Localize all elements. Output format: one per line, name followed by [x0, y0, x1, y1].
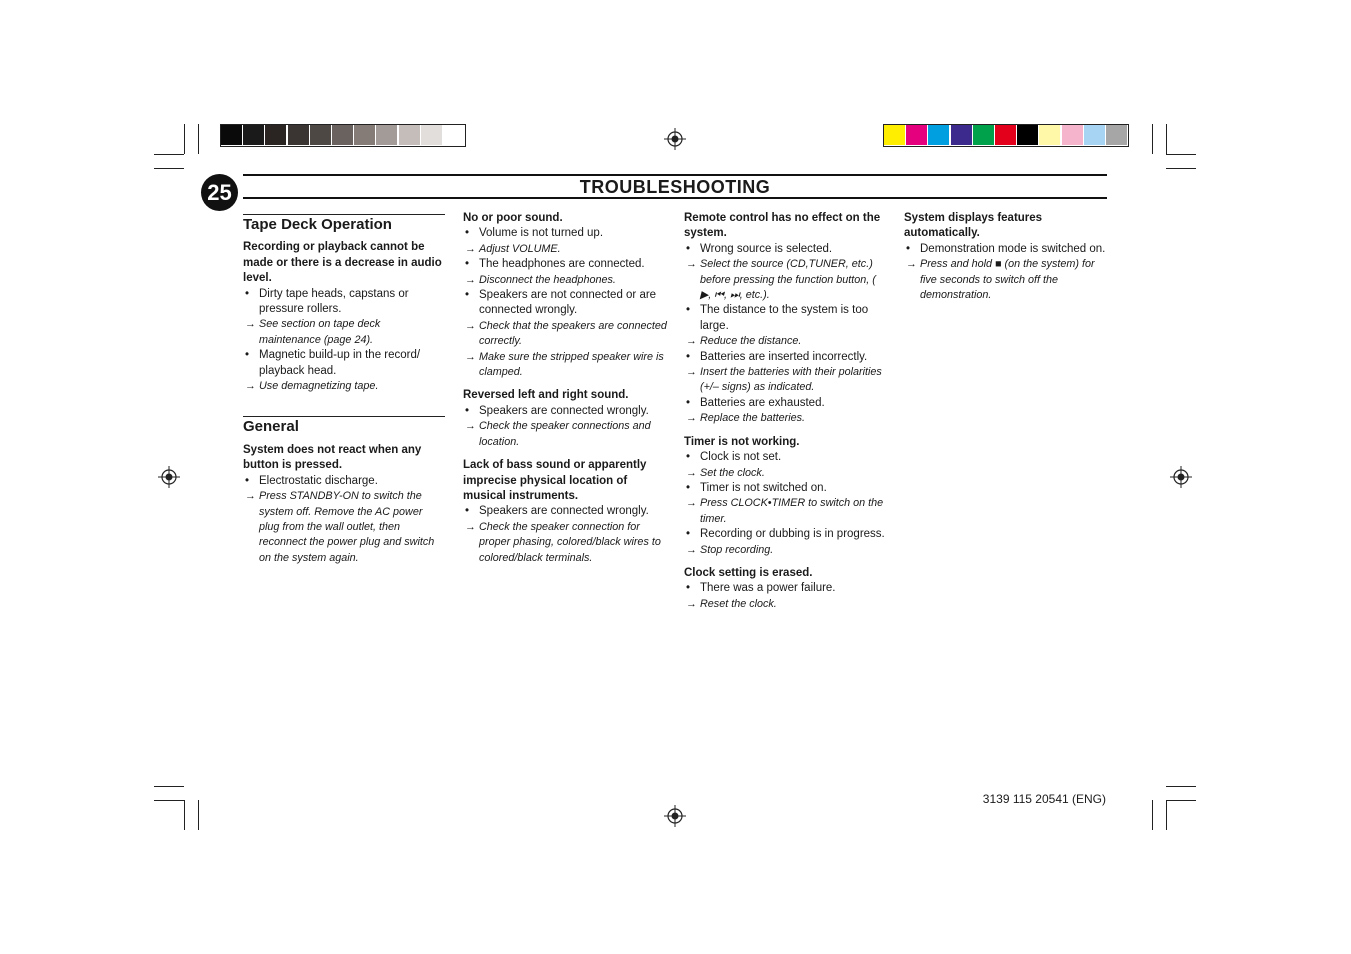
cause-item [904, 242, 1108, 257]
arrow-icon: → [465, 420, 476, 433]
cause-item [684, 527, 888, 542]
cause-text: The headphones are connected. [479, 258, 645, 271]
solution-item [463, 350, 667, 381]
cause-item [463, 288, 667, 319]
registration-mark-icon [664, 128, 686, 150]
cause-text: Electrostatic discharge. [259, 474, 378, 487]
crop-mark [154, 800, 184, 801]
cause-text: Magnetic build-up in the record/ playback head. [259, 349, 421, 377]
registration-mark-icon [664, 805, 686, 827]
cause-text: Recording or dubbing is in progress. [700, 528, 885, 541]
crop-mark [154, 168, 184, 169]
color-bar-frame [883, 124, 1129, 147]
cause-item [463, 504, 667, 519]
solution-item [463, 419, 667, 450]
arrow-icon: → [686, 597, 697, 610]
solution-text: Press CLOCK•TIMER to switch on the timer. [700, 497, 884, 525]
cause-item [243, 287, 445, 318]
cause-item [684, 481, 888, 496]
solution-text: Check the speaker connections and location. [479, 420, 651, 448]
arrow-icon: → [465, 319, 476, 332]
registration-mark-icon [1170, 466, 1192, 488]
problem-heading: Reversed left and right sound. [463, 389, 629, 402]
solution-item [684, 466, 888, 481]
crop-mark [1166, 124, 1167, 154]
crop-mark [1166, 168, 1196, 169]
title-rule-bottom [243, 197, 1107, 199]
solution-text: Disconnect the headphones. [479, 273, 616, 286]
cause-item [684, 396, 888, 411]
cause-text: Dirty tape heads, capstans or pressure rollers. [259, 287, 409, 316]
column-2 [463, 211, 667, 566]
column-4 [904, 211, 1108, 303]
problem-heading: Recording or playback cannot be made or there is a decrease in audio level. [243, 241, 442, 285]
arrow-icon: → [686, 412, 697, 425]
bullet-icon: • [245, 474, 250, 487]
arrow-icon: → [686, 497, 697, 510]
bullet-icon: • [686, 242, 691, 255]
document-code: 3139 115 20541 (ENG) [982, 792, 1106, 806]
cause-item [243, 474, 445, 489]
arrow-icon: → [245, 490, 256, 503]
cause-item [243, 348, 445, 379]
solution-text: Check that the speakers are connected correctly. [479, 319, 667, 348]
crop-mark [184, 800, 185, 830]
cause-item [463, 226, 667, 241]
bullet-icon: • [465, 404, 470, 417]
arrow-icon: → [245, 380, 256, 393]
problem-heading: Remote control has no effect on the system. [684, 212, 881, 240]
cause-text: Speakers are connected wrongly. [479, 505, 649, 518]
solution-text: Press STANDBY-ON to switch the system off. Remove the AC power plug from the wall outlet, then reconnect the power plug and switch on the system again. [259, 490, 435, 564]
problem-heading: System displays features automatically. [904, 212, 1043, 240]
arrow-icon: → [686, 366, 697, 379]
cause-text: Demonstration mode is switched on. [920, 242, 1106, 255]
solution-item [684, 365, 888, 396]
crop-mark [1166, 800, 1196, 801]
bullet-icon: • [465, 505, 470, 518]
solution-item [243, 489, 445, 566]
page-title: TROUBLESHOOTING [579, 177, 771, 197]
solution-text: Reset the clock. [700, 597, 777, 610]
problem-heading: Clock setting is erased. [684, 566, 813, 579]
solution-item [684, 334, 888, 349]
bullet-icon: • [686, 350, 691, 363]
section-body [243, 443, 445, 566]
bullet-icon: • [686, 582, 691, 595]
bullet-icon: • [465, 289, 470, 302]
cause-item [684, 581, 888, 596]
arrow-icon: → [686, 543, 697, 556]
solution-text: Press and hold ■ (on the system) for five seconds to switch off the demonstration. [920, 258, 1095, 302]
bullet-icon: • [686, 396, 691, 409]
cause-text: There was a power failure. [700, 582, 836, 595]
solution-item [243, 317, 445, 348]
problem-heading: System does not react when any button is pressed. [243, 443, 422, 472]
cause-text: Volume is not turned up. [479, 227, 604, 240]
bullet-icon: • [245, 287, 250, 300]
cause-item [463, 257, 667, 272]
bullet-icon: • [686, 528, 691, 541]
solution-item [463, 319, 667, 350]
crop-mark [1152, 800, 1153, 830]
solution-item [463, 520, 667, 566]
bullet-icon: • [465, 227, 470, 240]
arrow-icon: → [465, 350, 476, 363]
gray-bar-frame [220, 124, 466, 147]
solution-text: Make sure the stripped speaker wire is clamped. [479, 350, 664, 379]
arrow-icon: → [465, 520, 476, 533]
solution-item [463, 242, 667, 257]
cause-text: Wrong source is selected. [700, 242, 833, 255]
arrow-icon: → [906, 258, 917, 271]
solution-text: Reduce the distance. [700, 335, 802, 348]
problem-heading: Lack of bass sound or apparently imprecise physical location of musical instruments. [463, 459, 647, 502]
arrow-icon: → [465, 242, 476, 255]
cause-text: Speakers are not connected or are connected wrongly. [479, 289, 657, 317]
cause-text: Batteries are inserted incorrectly. [700, 350, 868, 363]
solution-text: Use demagnetizing tape. [259, 380, 379, 393]
arrow-icon: → [245, 318, 256, 331]
cause-item [463, 404, 667, 419]
solution-item [243, 379, 445, 394]
problem-heading: No or poor sound. [463, 212, 563, 224]
solution-item [684, 411, 888, 426]
crop-mark [154, 154, 184, 155]
crop-mark [184, 124, 185, 154]
solution-item [684, 496, 888, 527]
solution-text: Select the source (CD,TUNER, etc.) before pressing the function button, ( ▶, ⏮, ⏭, etc.). [700, 258, 876, 302]
arrow-icon: → [686, 335, 697, 348]
crop-mark [198, 124, 199, 154]
solution-text: Set the clock. [700, 466, 765, 479]
section-body [243, 240, 445, 394]
solution-item [684, 597, 888, 612]
section-heading: General [243, 416, 445, 434]
arrow-icon: → [465, 273, 476, 286]
solution-text: See section on tape deck maintenance (page 24). [259, 318, 381, 346]
page-number-badge: 25 [201, 174, 238, 211]
solution-item [904, 257, 1108, 303]
bullet-icon: • [245, 349, 250, 362]
arrow-icon: → [686, 258, 697, 271]
solution-text: Check the speaker connection for proper phasing, colored/black wires to colored/black terminals. [479, 520, 661, 564]
crop-mark [198, 800, 199, 830]
bullet-icon: • [906, 242, 911, 255]
cause-text: Timer is not switched on. [700, 481, 827, 494]
solution-text: Insert the batteries with their polarities (+/– signs) as indicated. [700, 366, 882, 394]
solution-text: Stop recording. [700, 543, 774, 556]
bullet-icon: • [686, 481, 691, 494]
cause-item [684, 450, 888, 465]
bullet-icon: • [686, 304, 691, 317]
solution-item [463, 273, 667, 288]
cause-text: Clock is not set. [700, 451, 782, 464]
crop-mark [1152, 124, 1153, 154]
crop-mark [1166, 154, 1196, 155]
cause-item [684, 242, 888, 257]
solution-item [684, 257, 888, 303]
solution-item [684, 543, 888, 558]
column-1 [243, 211, 445, 566]
cause-item [684, 303, 888, 334]
bullet-icon: • [686, 451, 691, 464]
problem-heading: Timer is not working. [684, 435, 800, 448]
section-heading: Tape Deck Operation [243, 214, 445, 232]
cause-text: Speakers are connected wrongly. [479, 404, 649, 417]
cause-text: The distance to the system is too large. [700, 304, 869, 332]
solution-text: Adjust VOLUME. [479, 242, 561, 255]
column-3 [684, 211, 888, 612]
crop-mark [1166, 786, 1196, 787]
arrow-icon: → [686, 466, 697, 479]
cause-item [684, 350, 888, 365]
solution-text: Replace the batteries. [700, 412, 806, 425]
registration-mark-icon [158, 466, 180, 488]
crop-mark [1166, 800, 1167, 830]
bullet-icon: • [465, 258, 470, 271]
crop-mark [154, 786, 184, 787]
cause-text: Batteries are exhausted. [700, 396, 825, 409]
